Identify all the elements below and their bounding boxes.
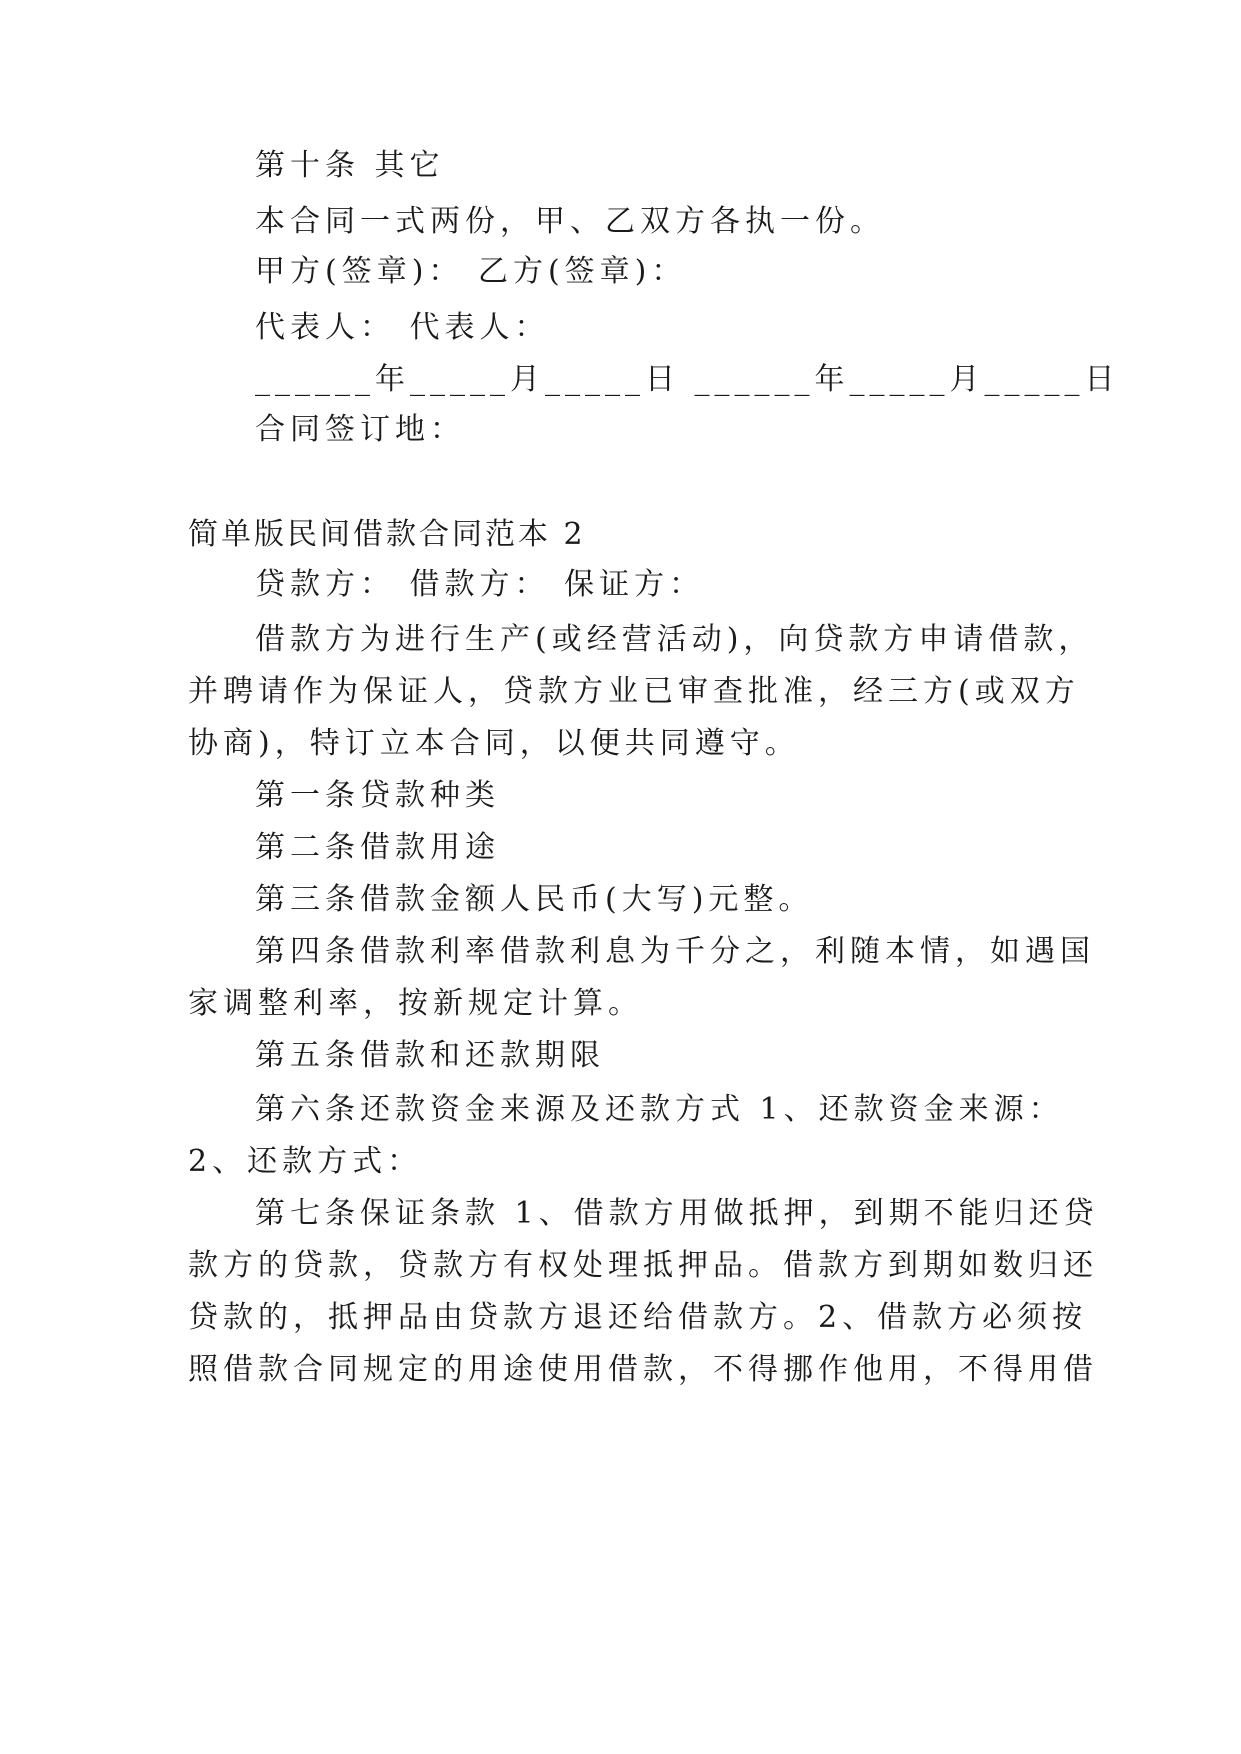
preamble-line-3: 协商)，特订立本合同，以便共同遵守。 <box>188 726 800 761</box>
article-7-line-4: 照借款合同规定的用途使用借款，不得挪作他用，不得用借 <box>188 1352 1098 1387</box>
article-5: 第五条借款和还款期限 <box>255 1038 605 1073</box>
article-10-title: 第十条 其它 <box>255 148 445 183</box>
preamble-line-1: 借款方为进行生产(或经营活动)，向贷款方申请借款， <box>255 622 1094 657</box>
preamble-line-2: 并聘请作为保证人，贷款方业已审查批准，经三方(或双方 <box>188 674 1080 709</box>
parties-line: 贷款方： 借款方： 保证方： <box>255 567 705 602</box>
article-7-line-3: 贷款的，抵押品由贷款方退还给借款方。2、借款方必须按 <box>188 1300 1088 1335</box>
article-6-line-1: 第六条还款资金来源及还款方式 1、还款资金来源： <box>255 1092 1064 1127</box>
representative-line: 代表人： 代表人： <box>255 310 550 345</box>
article-1: 第一条贷款种类 <box>255 778 500 813</box>
article-4-line-1: 第四条借款利率借款利息为千分之，利随本情，如遇国 <box>255 934 1095 969</box>
article-4-line-2: 家调整利率，按新规定计算。 <box>188 986 643 1021</box>
article-6-line-2: 2、还款方式： <box>188 1144 423 1179</box>
date-line: ______年_____月_____日 ______年_____月_____日 <box>255 362 1120 397</box>
article-2: 第二条借款用途 <box>255 830 500 865</box>
copies-clause: 本合同一式两份，甲、乙双方各执一份。 <box>255 204 885 239</box>
article-7-line-1: 第七条保证条款 1、借款方用做抵押，到期不能归还贷 <box>255 1196 1099 1231</box>
contract-title: 简单版民间借款合同范本 2 <box>188 517 586 552</box>
signing-place: 合同签订地： <box>255 412 465 447</box>
signature-line: 甲方(签章)： 乙方(签章)： <box>255 254 687 289</box>
article-7-line-2: 款方的贷款，贷款方有权处理抵押品。借款方到期如数归还 <box>188 1248 1098 1283</box>
article-3: 第三条借款金额人民币(大写)元整。 <box>255 882 814 917</box>
